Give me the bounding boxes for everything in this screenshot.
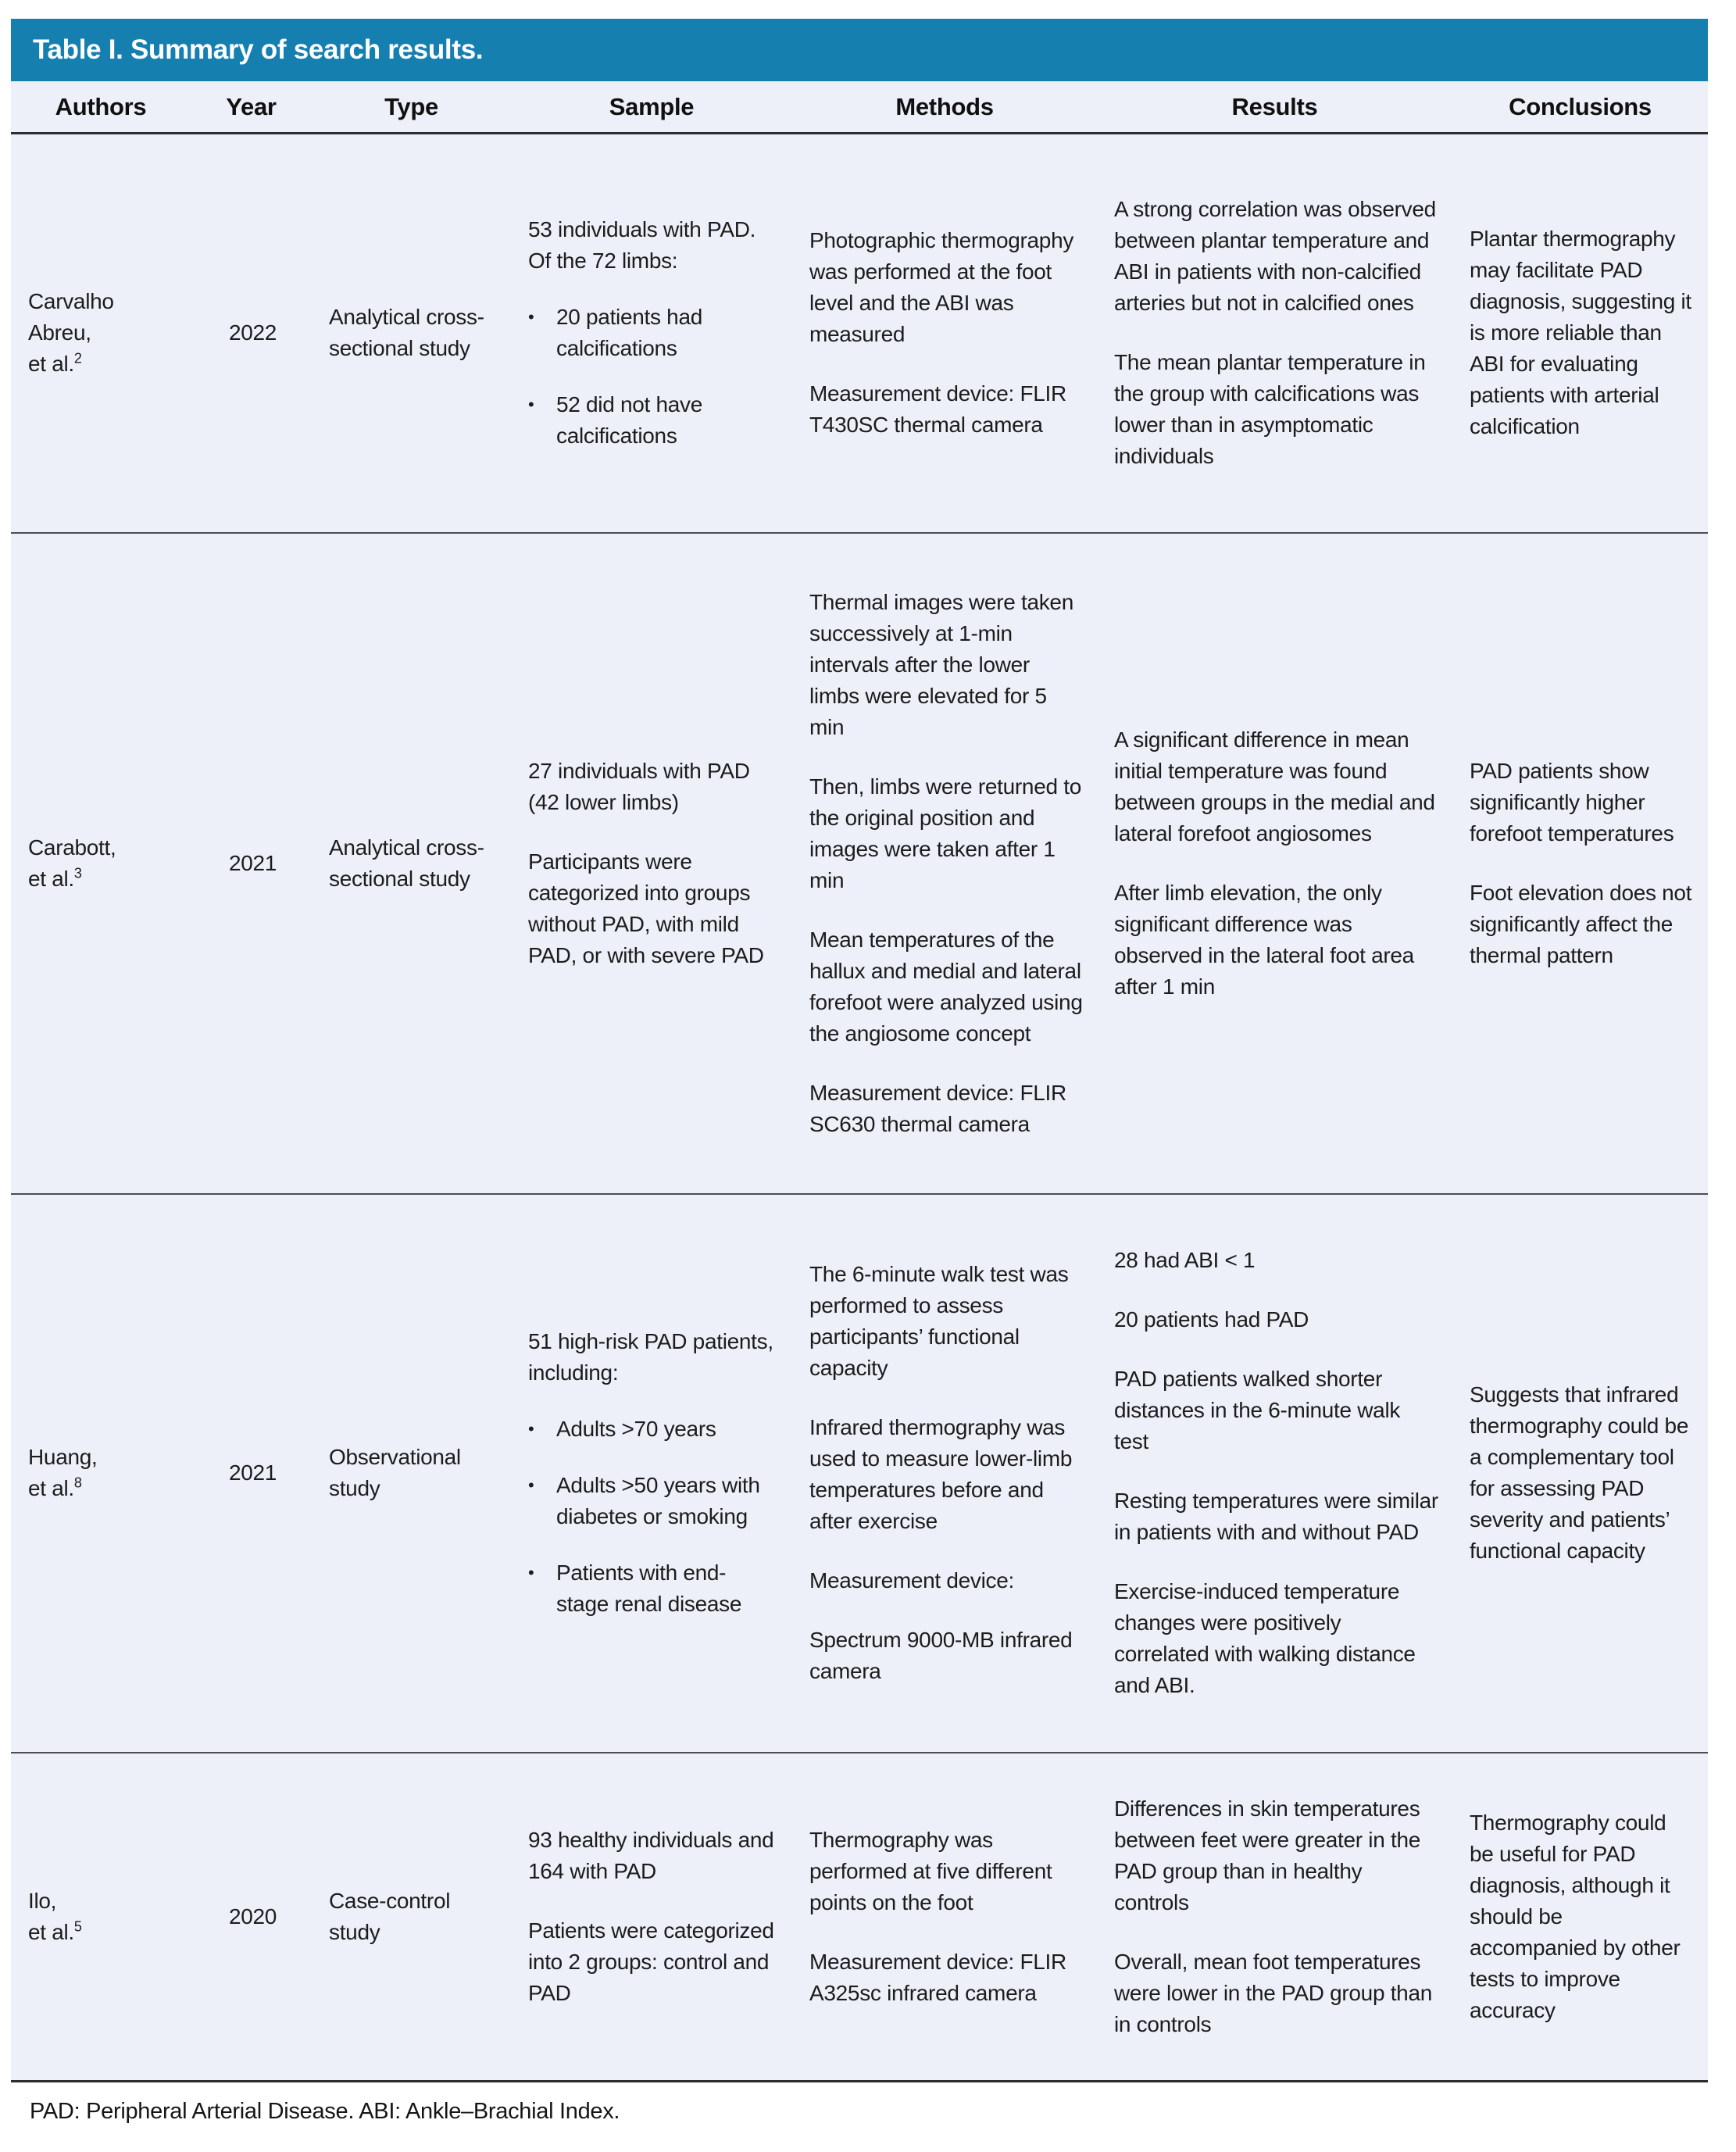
table-title-bar: [11, 19, 1708, 81]
bullet-icon: •: [528, 1419, 534, 1439]
bullet-icon: •: [528, 395, 534, 415]
column-header-sample: Sample: [511, 81, 792, 134]
cell-paragraph: 27 individuals with PAD (42 lower limbs): [528, 758, 750, 814]
author-line: Ilo,: [28, 1888, 57, 1913]
summary-table-card: [11, 19, 1708, 2082]
cell-paragraph: Analytical cross-sectional study: [329, 305, 484, 361]
cell-paragraph: A significant difference in mean initial temperature was found between groups in the medial and lateral forefoot angiosomes: [1114, 727, 1435, 845]
cell-paragraph: PAD patients walked shorter distances in the 6-minute walk test: [1114, 1367, 1401, 1453]
reference-superscript: 2: [73, 350, 82, 366]
cell-paragraph: The 6-minute walk test was performed to assess participants’ functional capacity: [809, 1262, 1069, 1380]
cell-paragraph: Thermography was performed at five different points on the foot: [809, 1827, 1052, 1914]
cell-year: 2020: [191, 1753, 312, 2082]
bullet-text: 52 did not have calcifications: [556, 392, 702, 449]
author-line: et al.: [28, 1919, 74, 1944]
bullet-item: [528, 1470, 778, 1532]
cell-type: [312, 1194, 511, 1753]
cell-paragraph: PAD patients show significantly higher forefoot temperatures: [1470, 758, 1674, 845]
table-row: [11, 134, 1708, 533]
cell-sample: [511, 533, 792, 1194]
cell-methods: [792, 1194, 1097, 1753]
cell-paragraph: The mean plantar temperature in the group with calcifications was lower than in asymptomatic individuals: [1114, 350, 1426, 469]
cell-paragraph: Plantar thermography may facilitate PAD diagnosis, suggesting it is more reliable than ABI for evaluating patients with arterial calcification: [1470, 227, 1691, 439]
cell-year: 2021: [191, 533, 312, 1194]
cell-conclusions: [1452, 134, 1708, 533]
table-row: [11, 1194, 1708, 1753]
bullet-icon: •: [528, 1563, 534, 1582]
column-header-authors: Authors: [11, 81, 191, 134]
cell-paragraph: Mean temperatures of the hallux and medial and lateral forefoot were analyzed using the angiosome concept: [809, 927, 1083, 1046]
author-line: et al.: [28, 1476, 74, 1500]
cell-paragraph: Spectrum 9000-MB infrared camera: [809, 1628, 1073, 1683]
cell-type: [312, 533, 511, 1194]
table-footnote: PAD: Peripheral Arterial Disease. ABI: Ankle–Brachial Index.: [30, 2099, 620, 2124]
author-line: Carvalho: [28, 289, 114, 314]
cell-authors: [11, 533, 191, 1194]
bullet-text: Adults >50 years with diabetes or smoking: [556, 1473, 760, 1528]
bullet-item: [528, 1557, 778, 1620]
reference-superscript: 5: [73, 1918, 82, 1935]
bullet-icon: •: [528, 307, 534, 327]
cell-paragraph: 20 patients had PAD: [1114, 1307, 1309, 1332]
column-header-results: Results: [1097, 81, 1452, 134]
cell-paragraph: Measurement device:: [809, 1568, 1014, 1593]
author-line: Carabott,: [28, 835, 116, 860]
cell-conclusions: [1452, 533, 1708, 1194]
cell-methods: [792, 134, 1097, 533]
cell-paragraph: Measurement device: FLIR T430SC thermal camera: [809, 381, 1066, 438]
author-line: Abreu,: [28, 320, 91, 345]
column-header-year: Year: [191, 81, 312, 134]
cell-paragraph: Patients were categorized into 2 groups: control and PAD: [528, 1918, 774, 2005]
cell-paragraph: Thermal images were taken successively at 1-min intervals after the lower limbs were elevated for 5 min: [809, 589, 1073, 739]
cell-results: [1097, 1194, 1452, 1753]
cell-authors: [11, 1753, 191, 2082]
cell-authors: [11, 134, 191, 533]
cell-methods: [792, 533, 1097, 1194]
cell-paragraph: Measurement device: FLIR SC630 thermal camera: [809, 1080, 1066, 1136]
cell-paragraph: Case-control study: [329, 1888, 451, 1944]
cell-sample: [511, 1753, 792, 2082]
bullet-item: [528, 389, 778, 452]
column-header-type: Type: [312, 81, 511, 134]
cell-paragraph: Analytical cross-sectional study: [329, 835, 484, 891]
cell-paragraph: 51 high-risk PAD patients, including:: [528, 1329, 773, 1385]
cell-methods: [792, 1753, 1097, 2082]
cell-paragraph: Infrared thermography was used to measure lower-limb temperatures before and after exercise: [809, 1415, 1073, 1533]
bullet-text: 20 patients had calcifications: [556, 305, 702, 361]
bullet-text: Adults >70 years: [556, 1417, 716, 1441]
author-line: et al.: [28, 352, 74, 377]
cell-authors: [11, 1194, 191, 1753]
cell-paragraph: Exercise-induced temperature changes were positively correlated with walking distance and ABI.: [1114, 1579, 1416, 1697]
cell-paragraph: Differences in skin temperatures between feet were greater in the PAD group than in healthy controls: [1114, 1796, 1420, 1914]
cell-year: 2021: [191, 1194, 312, 1753]
cell-paragraph: Then, limbs were returned to the original position and images were taken after 1 min: [809, 774, 1081, 892]
cell-year: 2022: [191, 134, 312, 533]
cell-results: [1097, 533, 1452, 1194]
cell-results: [1097, 134, 1452, 533]
bullet-item: [528, 1414, 778, 1445]
cell-paragraph: Photographic thermography was performed at the foot level and the ABI was measured: [809, 228, 1074, 347]
table-title: Table I. Summary of search results.: [33, 34, 484, 65]
table-header-row: [11, 81, 1708, 134]
cell-paragraph: A strong correlation was observed between plantar temperature and ABI in patients with non-calcified arteries but not in calcified ones: [1114, 197, 1436, 316]
results-table: [11, 81, 1708, 2082]
cell-conclusions: [1452, 1753, 1708, 2082]
cell-results: [1097, 1753, 1452, 2082]
bullet-icon: •: [528, 1475, 534, 1495]
reference-superscript: 8: [73, 1475, 82, 1491]
cell-paragraph: 28 had ABI < 1: [1114, 1248, 1256, 1272]
cell-conclusions: [1452, 1194, 1708, 1753]
author-line: et al.: [28, 866, 74, 891]
cell-paragraph: Thermography could be useful for PAD diagnosis, although it should be accompanied by other tests to improve accuracy: [1470, 1810, 1681, 2022]
reference-superscript: 3: [73, 865, 82, 881]
bullet-item: [528, 302, 778, 364]
column-header-methods: Methods: [792, 81, 1097, 134]
cell-paragraph: Foot elevation does not significantly affect the thermal pattern: [1470, 880, 1692, 967]
cell-paragraph: Overall, mean foot temperatures were lower in the PAD group than in controls: [1114, 1949, 1432, 2036]
cell-paragraph: Observational study: [329, 1445, 461, 1500]
author-line: Huang,: [28, 1445, 98, 1469]
cell-paragraph: 93 healthy individuals and 164 with PAD: [528, 1827, 774, 1883]
cell-type: [312, 1753, 511, 2082]
cell-paragraph: Suggests that infrared thermography could be a complementary tool for assessing PAD severity and patients’ functional capacity: [1470, 1382, 1689, 1563]
cell-paragraph: After limb elevation, the only significant difference was observed in the lateral foot area after 1 min: [1114, 880, 1414, 999]
cell-sample: [511, 134, 792, 533]
table-row: [11, 1753, 1708, 2082]
cell-paragraph: Measurement device: FLIR A325sc infrared camera: [809, 1949, 1066, 2005]
table-row: [11, 533, 1708, 1194]
cell-paragraph: Resting temperatures were similar in patients with and without PAD: [1114, 1489, 1438, 1544]
cell-sample: [511, 1194, 792, 1753]
bullet-text: Patients with end-stage renal disease: [556, 1560, 742, 1616]
cell-paragraph: Participants were categorized into groups without PAD, with mild PAD, or with severe PAD: [528, 849, 764, 967]
cell-paragraph: 53 individuals with PAD. Of the 72 limbs:: [528, 217, 756, 273]
cell-type: [312, 134, 511, 533]
column-header-conclusions: Conclusions: [1452, 81, 1708, 134]
